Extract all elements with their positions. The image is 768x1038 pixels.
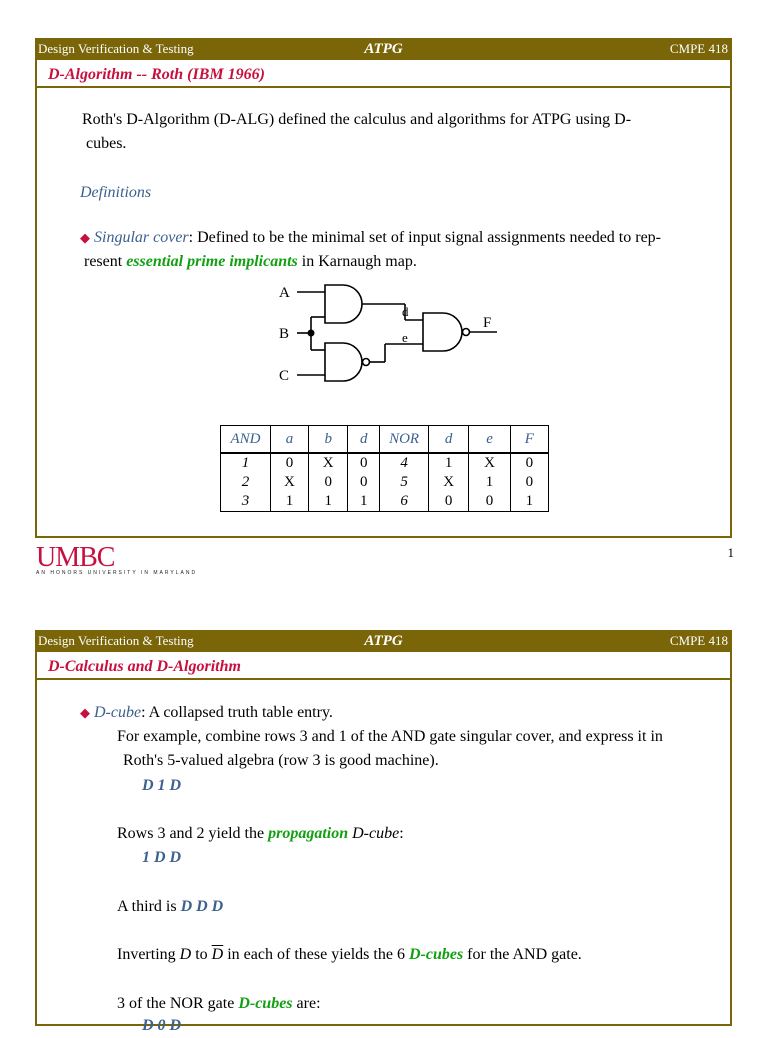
singular-cover-term: Singular cover xyxy=(94,229,189,246)
table-row xyxy=(221,492,549,512)
table-cell: 1 xyxy=(309,492,348,512)
singular-cover-table xyxy=(220,425,549,512)
nor-suffix: are: xyxy=(292,995,321,1012)
course-name: Design Verification & Testing xyxy=(38,41,194,56)
invert-mid: in each of these yields the 6 xyxy=(223,946,409,963)
umbc-logo: UMBC xyxy=(36,542,115,573)
inversion-bubble-icon xyxy=(363,359,370,366)
table-row xyxy=(221,453,549,473)
output-label-f: F xyxy=(483,315,492,331)
nor-d-cubes-term: D-cubes xyxy=(238,995,293,1012)
slide-header xyxy=(35,38,732,60)
dcube-term: D-cube xyxy=(94,704,142,721)
dcube-bullet xyxy=(80,701,333,725)
d-cube-4-partial: D 0 D xyxy=(142,1017,182,1034)
table-cell: 1 xyxy=(469,473,510,492)
table-cell: 0 xyxy=(270,453,308,473)
nor-cubes-line xyxy=(117,992,321,1016)
table-cell: 2 xyxy=(221,473,271,492)
column-header: AND xyxy=(221,426,271,454)
propagation-term: propagation xyxy=(268,825,349,842)
column-header: d xyxy=(348,426,380,454)
singular-cover-text: : Defined to be the minimal set of input signal assignments needed to rep- xyxy=(188,229,661,246)
intro-line-1: Roth's D-Algorithm (D-ALG) defined the calculus and algorithms for ATPG using D- xyxy=(82,111,632,128)
table-header-row xyxy=(221,426,549,454)
example-line-2: Roth's 5-valued algebra (row 3 is good machine). xyxy=(123,752,439,769)
column-header: e xyxy=(469,426,510,454)
course-code: CMPE 418 xyxy=(669,633,728,648)
and-nor-circuit-diagram xyxy=(275,275,515,389)
d-cube-1: D 1 D xyxy=(142,777,182,794)
d-bar-symbol: $\overline{D}$ xyxy=(211,946,224,963)
intro-paragraph xyxy=(82,108,722,156)
nor-prefix: 3 of the NOR gate xyxy=(117,995,239,1012)
table-cell: 0 xyxy=(510,473,548,492)
table-cell: 0 xyxy=(309,473,348,492)
table-cell: 0 xyxy=(429,492,469,512)
example-paragraph xyxy=(117,725,727,773)
rows-suffix: : xyxy=(399,825,404,842)
input-label-c: C xyxy=(279,368,290,384)
table-cell: X xyxy=(270,473,308,492)
and-gate-2 xyxy=(325,343,362,381)
propagation-line xyxy=(117,822,404,846)
topic-title: ATPG xyxy=(364,41,403,57)
net-label-e: e xyxy=(402,330,408,345)
and-gate-1 xyxy=(325,285,362,323)
table-cell: X xyxy=(429,473,469,492)
d-cubes-term: D-cubes xyxy=(408,946,464,963)
slide-title-bar xyxy=(37,652,730,680)
table-cell: 5 xyxy=(380,473,429,492)
invert-suffix: for the AND gate. xyxy=(463,946,582,963)
essential-prime-implicants: essential prime implicants xyxy=(126,253,298,270)
slide-header xyxy=(35,630,732,652)
slide-title: D-Calculus and D-Algorithm xyxy=(48,658,241,675)
topic-title: ATPG xyxy=(364,633,403,649)
table-cell: 4 xyxy=(380,453,429,473)
table-cell: 0 xyxy=(469,492,510,512)
d-symbol: D xyxy=(179,946,192,963)
invert-to: to xyxy=(191,946,212,963)
diamond-bullet-icon: ◆ xyxy=(80,705,90,720)
third-cube-line xyxy=(117,895,223,919)
inverting-line xyxy=(117,943,582,967)
course-code: CMPE 418 xyxy=(669,41,728,56)
table-cell: 3 xyxy=(221,492,271,512)
table-cell: X xyxy=(309,453,348,473)
table-cell: 1 xyxy=(510,492,548,512)
output-gate xyxy=(423,313,462,351)
net-label-d: d xyxy=(402,304,409,319)
diamond-bullet-icon: ◆ xyxy=(80,230,90,245)
singular-suffix: in Karnaugh map. xyxy=(297,253,417,270)
table-row xyxy=(221,473,549,492)
output-bubble-icon xyxy=(463,329,470,336)
d-cube-2: 1 D D xyxy=(142,849,182,866)
input-label-b: B xyxy=(279,326,290,342)
intro-line-2: cubes. xyxy=(86,135,127,152)
slide-title: D-Algorithm -- Roth (IBM 1966) xyxy=(48,66,265,83)
page-number: 1 xyxy=(727,545,734,560)
slide-title-bar xyxy=(37,60,730,88)
column-header: d xyxy=(429,426,469,454)
example-line-1: For example, combine rows 3 and 1 of the AND gate singular cover, and express it in xyxy=(117,728,663,745)
table-cell: 1 xyxy=(348,492,380,512)
third-prefix: A third is xyxy=(117,898,181,915)
definitions-heading: Definitions xyxy=(80,184,152,201)
singular-cover-bullet xyxy=(80,226,730,274)
column-header: a xyxy=(270,426,308,454)
fanout-junction-icon xyxy=(308,330,315,337)
table-cell: 1 xyxy=(270,492,308,512)
table-cell: 0 xyxy=(348,453,380,473)
dcube-text: : A collapsed truth table entry. xyxy=(141,704,333,721)
d-cube-3: D D D xyxy=(180,898,224,915)
table-cell: 1 xyxy=(429,453,469,473)
course-name: Design Verification & Testing xyxy=(38,633,194,648)
rows-prefix: Rows 3 and 2 yield the xyxy=(117,825,269,842)
table-cell: 6 xyxy=(380,492,429,512)
column-header: F xyxy=(510,426,548,454)
column-header: NOR xyxy=(380,426,429,454)
table-cell: 0 xyxy=(348,473,380,492)
invert-prefix: Inverting xyxy=(117,946,180,963)
input-label-a: A xyxy=(279,285,290,301)
umbc-tagline: AN HONORS UNIVERSITY IN MARYLAND xyxy=(36,570,198,576)
dcube-italic: D-cube xyxy=(348,825,400,842)
column-header: b xyxy=(309,426,348,454)
table-cell: 1 xyxy=(221,453,271,473)
singular-prefix: resent xyxy=(84,253,127,270)
table-cell: 0 xyxy=(510,453,548,473)
table-cell: X xyxy=(469,453,510,473)
